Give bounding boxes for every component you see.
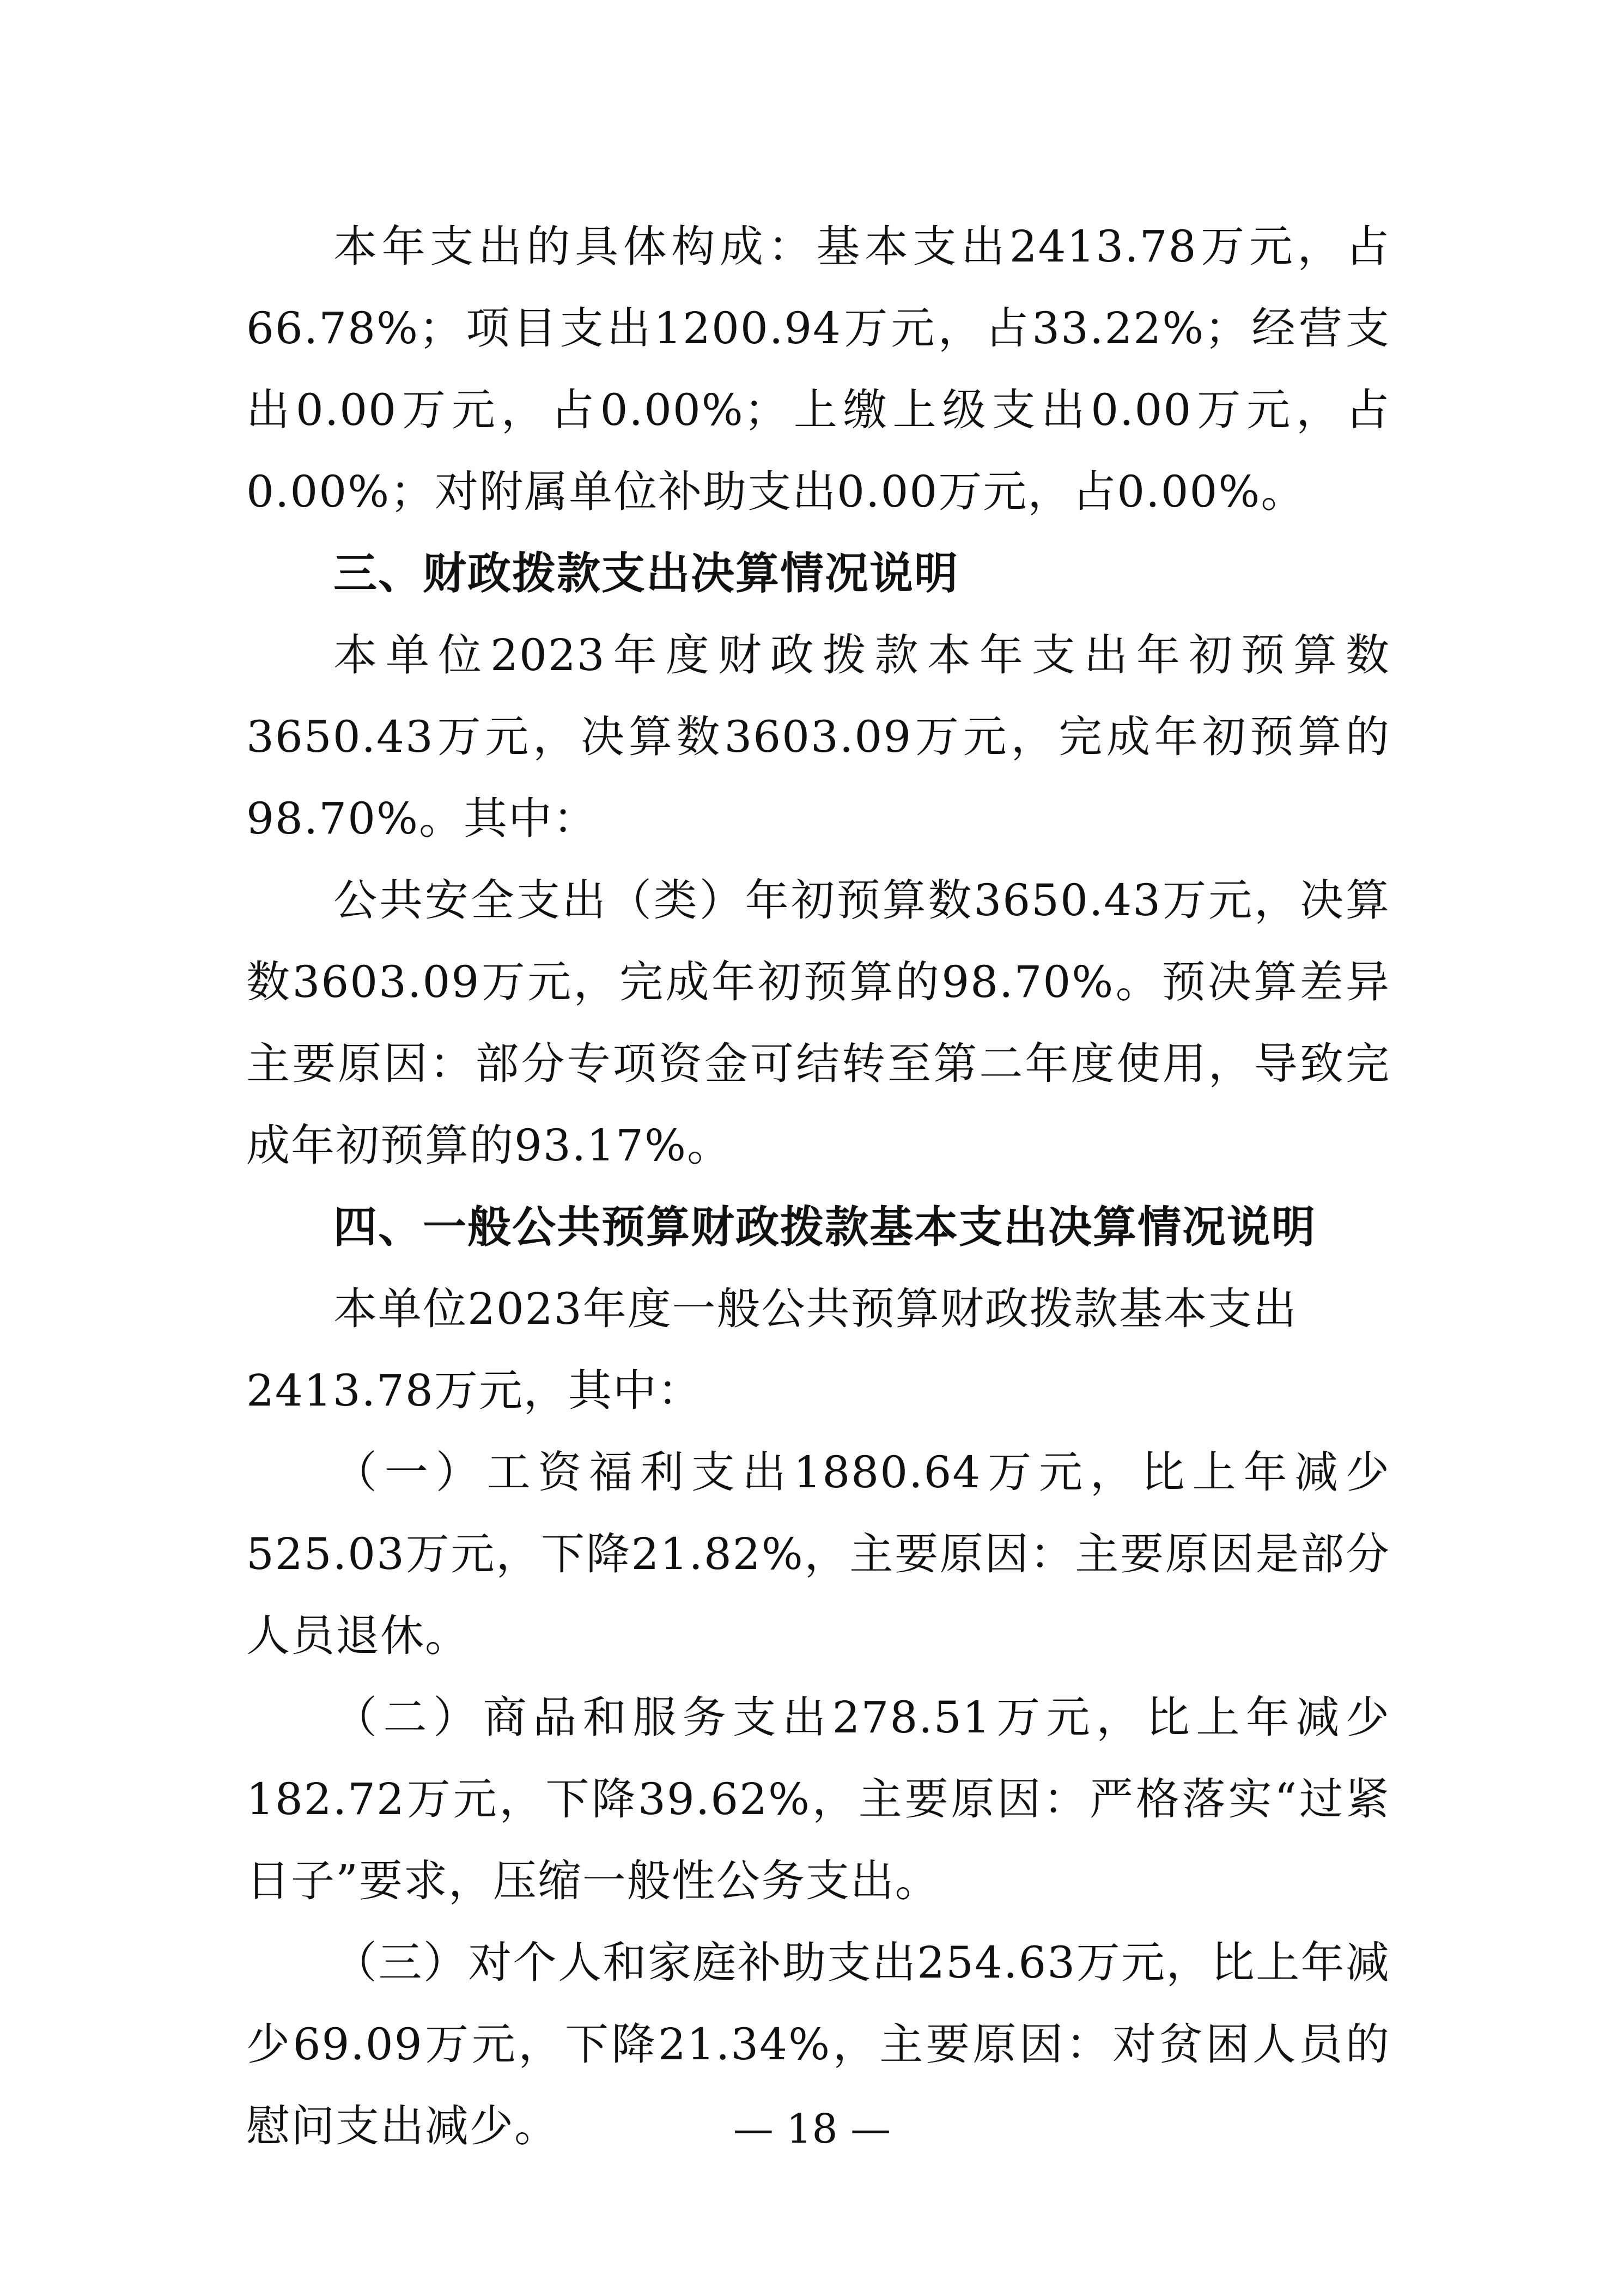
paragraph-item-1-wages: （一）工资福利支出1880.64万元，比上年减少525.03万元，下降21.82%，主要原因：主要原因是部分人员退休。 <box>246 1447 1390 1661</box>
section-heading-3: 三、财政拨款支出决算情况说明 <box>333 548 959 599</box>
paragraph-item-2-goods-services: （二）商品和服务支出278.51万元，比上年减少182.72万元，下降39.62%，主要原因：严格落实“过紧日子”要求，压缩一般性公务支出。 <box>246 1692 1390 1906</box>
document-body <box>246 206 1390 2167</box>
paragraph-fiscal-appropriation: 本单位2023年度财政拨款本年支出年初预算数3650.43万元，决算数3603.09万元，完成年初预算的98.70%。其中： <box>246 630 1390 844</box>
paragraph-basic-expenditure-intro: 本单位2023年度一般公共预算财政拨款基本支出 <box>333 1284 1298 1334</box>
section-heading-4: 四、一般公共预算财政拨款基本支出决算情况说明 <box>333 1202 1316 1252</box>
paragraph-public-security: 公共安全支出（类）年初预算数3650.43万元，决算数3603.09万元，完成年初预算的98.70%。预决算差异主要原因：部分专项资金可结转至第二年度使用，导致完成年初预算的93.17%。 <box>246 875 1390 1171</box>
page-number: — 18 — <box>733 2106 891 2152</box>
paragraph-basic-expenditure-total: 2413.78万元，其中： <box>246 1365 702 1416</box>
paragraph-item-3-household-subsidy: （三）对个人和家庭补助支出254.63万元，比上年减少69.09万元，下降21.34%，主要原因：对贫困人员的慰问支出减少。 <box>246 1937 1390 2151</box>
paragraph-expenditure-composition: 本年支出的具体构成：基本支出2413.78万元，占66.78%；项目支出1200.94万元，占33.22%；经营支出0.00万元，占0.00%；上缴上级支出0.00万元，占0.00%；对附属单位补助支出0.00万元，占0.00%。 <box>246 221 1390 517</box>
